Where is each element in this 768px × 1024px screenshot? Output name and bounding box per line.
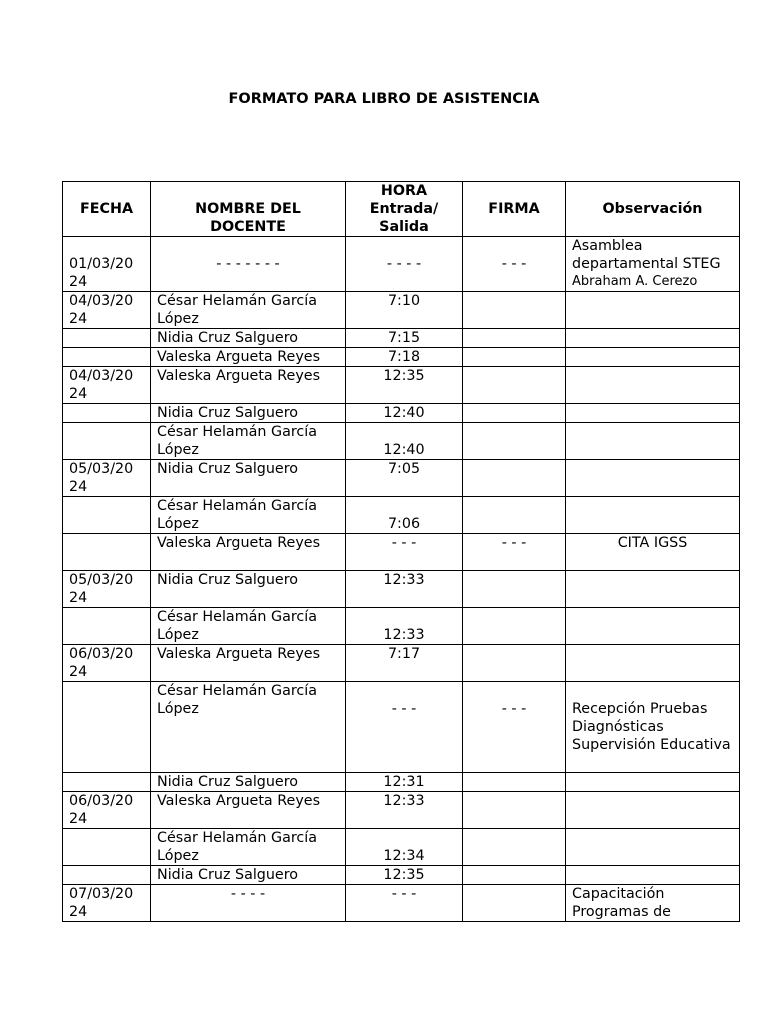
cell-fecha: [63, 497, 151, 534]
cell-hora: 7:10: [346, 292, 463, 329]
cell-obs: [566, 866, 740, 885]
cell-obs: [566, 571, 740, 608]
cell-nombre: César Helamán García López: [151, 682, 346, 773]
cell-fecha: 06/03/20 24: [63, 645, 151, 682]
table-row: [63, 367, 740, 404]
cell-obs: [566, 608, 740, 645]
cell-firma: [463, 829, 566, 866]
cell-hora: 7:17: [346, 645, 463, 682]
cell-obs: CITA IGSS: [566, 534, 740, 571]
cell-hora: - - -: [346, 682, 463, 773]
cell-obs: [566, 329, 740, 348]
cell-fecha: [63, 773, 151, 792]
cell-obs: [566, 367, 740, 404]
cell-hora: 12:33: [346, 608, 463, 645]
header-firma: FIRMA: [463, 182, 566, 237]
table-row: [63, 497, 740, 534]
header-fecha: FECHA: [63, 182, 151, 237]
table-row: [63, 829, 740, 866]
cell-firma: [463, 460, 566, 497]
cell-nombre: Valeska Argueta Reyes: [151, 534, 346, 571]
cell-obs: [566, 497, 740, 534]
cell-hora: 12:35: [346, 367, 463, 404]
cell-firma: [463, 608, 566, 645]
cell-nombre: César Helamán García López: [151, 829, 346, 866]
cell-fecha: [63, 534, 151, 571]
cell-nombre: César Helamán García López: [151, 292, 346, 329]
cell-firma: [463, 866, 566, 885]
cell-obs: [566, 237, 740, 292]
cell-firma: - - -: [463, 237, 566, 292]
cell-obs: [566, 645, 740, 682]
table-row: [63, 571, 740, 608]
cell-nombre: Nidia Cruz Salguero: [151, 866, 346, 885]
cell-obs: Recepción Pruebas Diagnósticas Supervisión Educativa: [566, 682, 740, 773]
cell-obs: [566, 292, 740, 329]
cell-hora: 12:34: [346, 829, 463, 866]
header-obs: Observación: [566, 182, 740, 237]
header-hora: [346, 182, 463, 237]
cell-fecha: 05/03/20 24: [63, 571, 151, 608]
cell-nombre: - - - - - - -: [151, 237, 346, 292]
cell-nombre: César Helamán García López: [151, 423, 346, 460]
cell-fecha: 06/03/20 24: [63, 792, 151, 829]
cell-hora: 12:31: [346, 773, 463, 792]
cell-firma: [463, 885, 566, 922]
cell-obs: [566, 404, 740, 423]
cell-firma: - - -: [463, 534, 566, 571]
header-nombre: NOMBRE DEL DOCENTE: [151, 182, 346, 237]
cell-obs: [566, 829, 740, 866]
cell-nombre: - - - -: [151, 885, 346, 922]
cell-fecha: [63, 682, 151, 773]
cell-fecha: 04/03/20 24: [63, 367, 151, 404]
cell-nombre: Nidia Cruz Salguero: [151, 571, 346, 608]
cell-hora: 12:33: [346, 792, 463, 829]
cell-fecha: [63, 829, 151, 866]
table-row: [63, 534, 740, 571]
table-row: [63, 460, 740, 497]
cell-firma: - - -: [463, 682, 566, 773]
cell-fecha: 07/03/20 24: [63, 885, 151, 922]
table-row: [63, 423, 740, 460]
cell-nombre: Valeska Argueta Reyes: [151, 645, 346, 682]
cell-hora: - - -: [346, 534, 463, 571]
cell-firma: [463, 497, 566, 534]
cell-fecha: [63, 348, 151, 367]
cell-firma: [463, 329, 566, 348]
obs-line: Asamblea departamental STEG: [572, 238, 721, 272]
table-row: [63, 885, 740, 922]
header-hora-line1: HORA: [380, 183, 428, 199]
table-row: [63, 237, 740, 292]
table-row: [63, 792, 740, 829]
table-row: [63, 348, 740, 367]
obs-line: Abraham A. Cerezo: [572, 274, 698, 289]
cell-hora: 12:35: [346, 866, 463, 885]
table-row: [63, 682, 740, 773]
cell-firma: [463, 404, 566, 423]
cell-nombre: César Helamán García López: [151, 497, 346, 534]
cell-fecha: [63, 404, 151, 423]
table-row: [63, 404, 740, 423]
cell-obs: [566, 423, 740, 460]
cell-firma: [463, 423, 566, 460]
table-row: [63, 329, 740, 348]
table-row: [63, 866, 740, 885]
cell-nombre: Nidia Cruz Salguero: [151, 404, 346, 423]
cell-fecha: 01/03/20 24: [63, 237, 151, 292]
table-row: [63, 292, 740, 329]
cell-obs: [566, 460, 740, 497]
cell-nombre: Valeska Argueta Reyes: [151, 792, 346, 829]
cell-hora: 12:33: [346, 571, 463, 608]
table-row: [63, 608, 740, 645]
cell-obs: [566, 348, 740, 367]
cell-firma: [463, 773, 566, 792]
cell-nombre: César Helamán García López: [151, 608, 346, 645]
table-row: [63, 645, 740, 682]
cell-fecha: 04/03/20 24: [63, 292, 151, 329]
attendance-table: [62, 181, 740, 922]
cell-firma: [463, 645, 566, 682]
cell-nombre: Valeska Argueta Reyes: [151, 348, 346, 367]
cell-firma: [463, 348, 566, 367]
cell-hora: - - -: [346, 885, 463, 922]
cell-hora: 12:40: [346, 423, 463, 460]
cell-obs: [566, 773, 740, 792]
document-title: FORMATO PARA LIBRO DE ASISTENCIA: [228, 91, 540, 107]
cell-nombre: Nidia Cruz Salguero: [151, 773, 346, 792]
cell-hora: 7:05: [346, 460, 463, 497]
cell-obs: Capacitación Programas de: [566, 885, 740, 922]
cell-firma: [463, 292, 566, 329]
header-hora-line3: Salida: [379, 219, 429, 235]
header-row: [63, 182, 740, 237]
cell-firma: [463, 571, 566, 608]
cell-firma: [463, 367, 566, 404]
cell-nombre: Nidia Cruz Salguero: [151, 329, 346, 348]
cell-obs: [566, 792, 740, 829]
header-hora-line2: Entrada/: [369, 201, 439, 217]
cell-fecha: [63, 329, 151, 348]
cell-fecha: [63, 423, 151, 460]
cell-hora: - - - -: [346, 237, 463, 292]
cell-hora: 7:18: [346, 348, 463, 367]
cell-fecha: 05/03/20 24: [63, 460, 151, 497]
cell-firma: [463, 792, 566, 829]
cell-nombre: Nidia Cruz Salguero: [151, 460, 346, 497]
table-row: [63, 773, 740, 792]
cell-hora: 12:40: [346, 404, 463, 423]
cell-hora: 7:06: [346, 497, 463, 534]
cell-nombre: Valeska Argueta Reyes: [151, 367, 346, 404]
cell-fecha: [63, 866, 151, 885]
cell-fecha: [63, 608, 151, 645]
cell-hora: 7:15: [346, 329, 463, 348]
